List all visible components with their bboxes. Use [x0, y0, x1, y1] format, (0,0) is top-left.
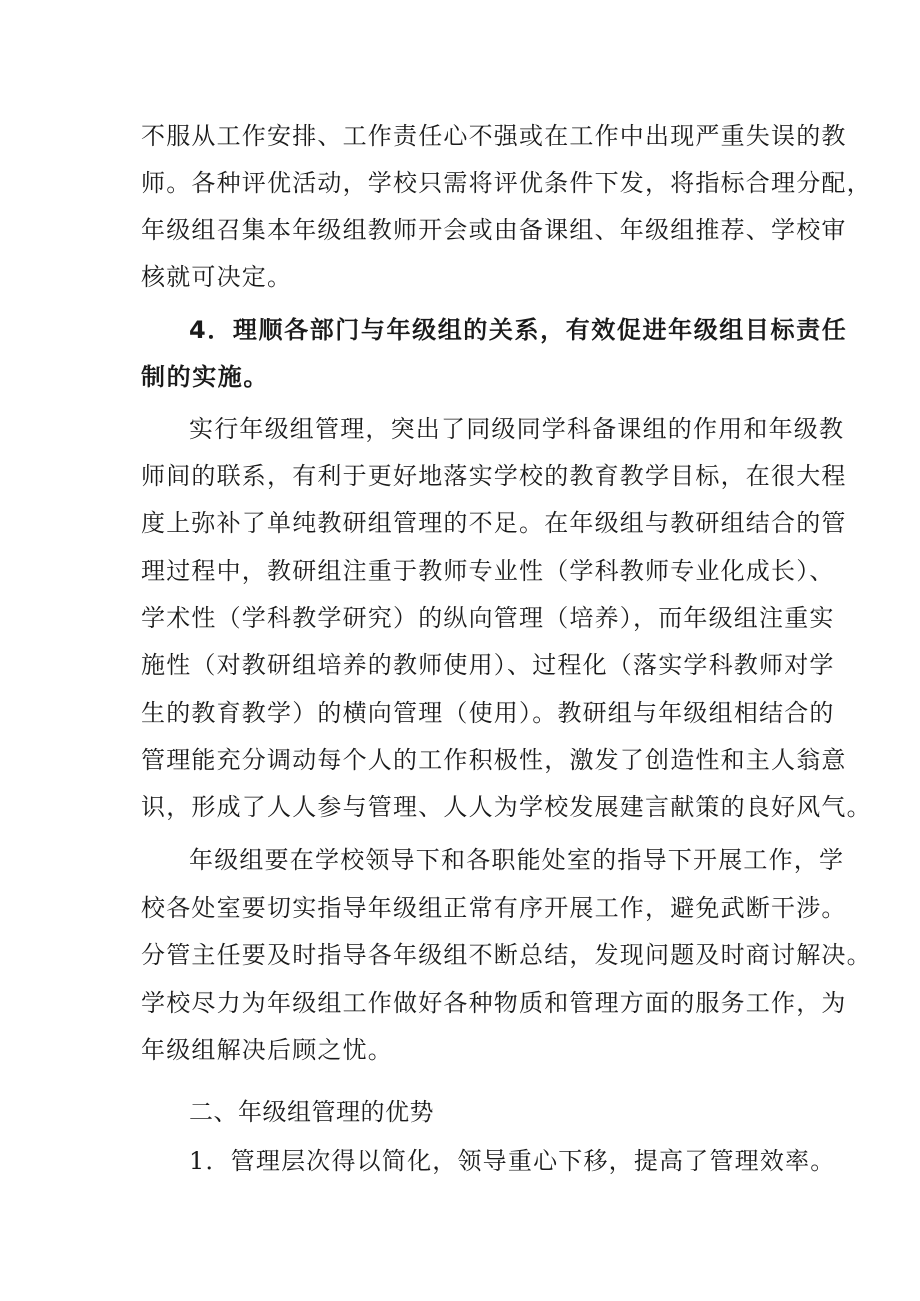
text-line: 制的实施。 [141, 363, 269, 391]
text-line: 实行年级组管理，突出了同级同学科备课组的作用和年级教 [189, 415, 845, 443]
text-line: 4．理顺各部门与年级组的关系，有效促进年级组目标责任 [189, 316, 848, 344]
text-line: 分管主任要及时指导各年级组不断总结，发现问题及时商讨解决。 [141, 941, 872, 969]
section-heading: 二、年级组管理的优势 [189, 1098, 434, 1126]
text-line: 识，形成了人人参与管理、人人为学校发展建言献策的良好风气。 [141, 793, 872, 821]
text-line: 师。各种评优活动，学校只需将评优条件下发，将指标合理分配， [141, 169, 872, 197]
text-line: 理过程中，教研组注重于教师专业性（学科教师专业化成长）、 [141, 557, 835, 585]
text-line: 学校尽力为年级组工作做好各种物质和管理方面的服务工作，为 [141, 989, 847, 1017]
text-line: 管理能充分调动每个人的工作积极性，激发了创造性和主人翁意 [141, 746, 847, 774]
text-line: 不服从工作安排、工作责任心不强或在工作中出现严重失误的教 [141, 122, 847, 150]
text-line: 年级组解决后顾之忧。 [141, 1036, 393, 1064]
text-line: 年级组召集本年级组教师开会或由备课组、年级组推荐、学校审 [141, 216, 847, 244]
text-line: 校各处室要切实指导年级组正常有序开展工作，避免武断干涉。 [141, 894, 847, 922]
text-line: 生的教育教学）的横向管理（使用）。教研组与年级组相结合的 [141, 699, 835, 727]
text-line: 学术性（学科教学研究）的纵向管理（培养），而年级组注重实 [141, 604, 835, 632]
text-line: 核就可决定。 [141, 263, 293, 291]
text-line: 度上弥补了单纯教研组管理的不足。在年级组与教研组结合的管 [141, 509, 847, 537]
text-line: 施性（对教研组培养的教师使用）、过程化（落实学科教师对学 [141, 651, 835, 679]
text-line: 年级组要在学校领导下和各职能处室的指导下开展工作，学 [189, 846, 845, 874]
text-line: 师间的联系，有利于更好地落实学校的教育教学目标，在很大程 [141, 462, 847, 490]
list-item: 1．管理层次得以简化，领导重心下移，提高了管理效率。 [189, 1147, 836, 1175]
